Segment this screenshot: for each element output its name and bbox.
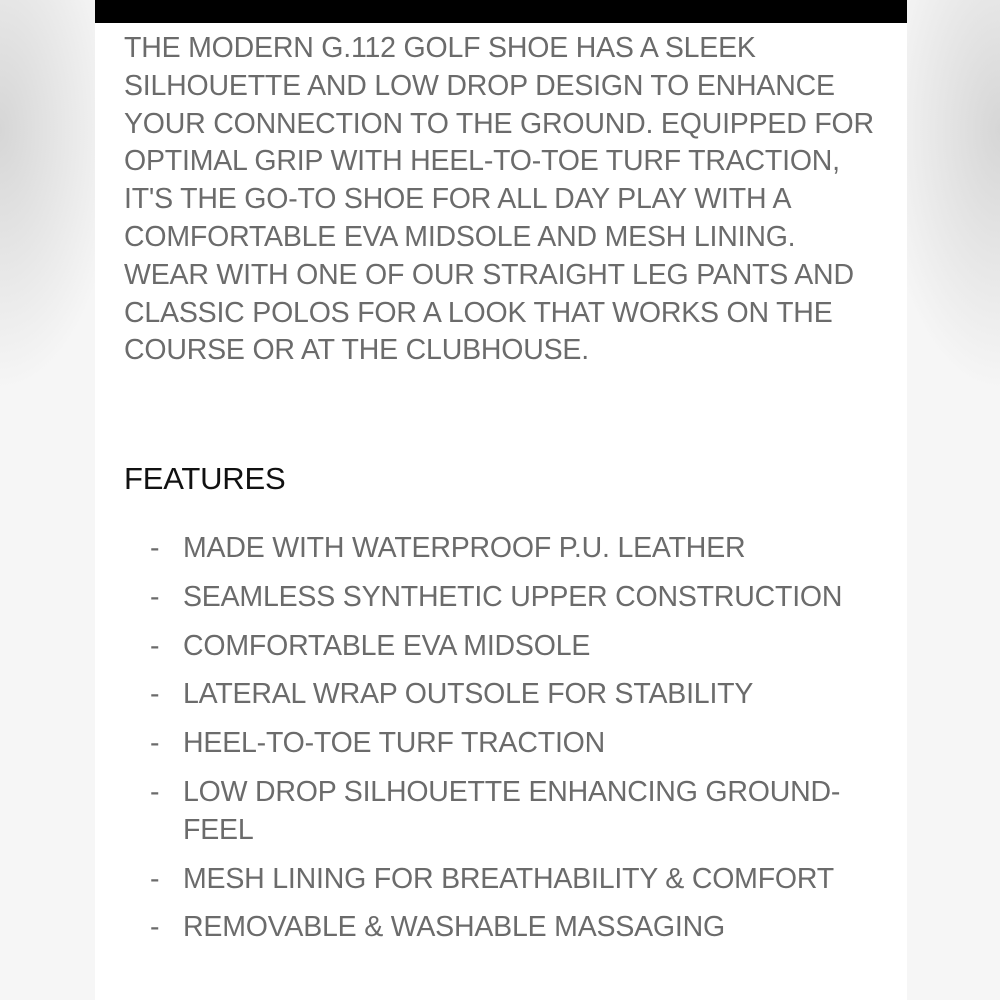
feature-text: MESH LINING FOR BREATHABILITY & COMFORT [183,862,834,895]
bullet-dash: - [150,911,160,944]
list-item [150,909,850,947]
list-item [150,628,850,666]
list-item [150,530,850,568]
bullet-dash: - [150,678,160,711]
bullet-dash: - [150,580,160,613]
bullet-dash: - [150,629,160,662]
list-item [150,579,850,617]
feature-text: MADE WITH WATERPROOF P.U. LEATHER [183,532,746,564]
bullet-dash: - [150,862,160,895]
feature-text: REMOVABLE & WASHABLE MASSAGING [183,911,725,944]
list-item [150,725,850,763]
list-item [150,861,850,899]
product-description: THE MODERN G.112 GOLF SHOE HAS A SLEEK SILHOUETTE AND LOW DROP DESIGN TO ENHANCE YOUR CONNECTION TO THE GROUND. EQUIPPED FOR OPTIMAL GRIP WITH HEEL-TO-TOE TURF TRACTION, IT'S THE GO-TO SHOE FOR ALL DAY PLAY WITH A COMFORTABLE EVA MIDSOLE AND MESH LINING. WEAR WITH ONE OF OUR STRAIGHT LEG PANTS AND CLASSIC POLOS FOR A LOOK THAT WORKS ON THE COURSE OR AT THE CLUBHOUSE. [124,32,874,367]
bullet-dash: - [150,775,160,808]
feature-text: HEEL-TO-TOE TURF TRACTION [183,727,606,760]
features-heading: FEATURES [124,461,286,496]
feature-text: COMFORTABLE EVA MIDSOLE [183,629,591,662]
feature-text: LOW DROP SILHOUETTE ENHANCING GROUND-FEEL [183,775,841,846]
features-list [150,530,850,958]
bullet-dash: - [150,532,160,564]
bullet-dash: - [150,727,160,760]
feature-text: SEAMLESS SYNTHETIC UPPER CONSTRUCTION [183,580,843,613]
top-bar [95,0,907,23]
feature-text: LATERAL WRAP OUTSOLE FOR STABILITY [183,678,754,711]
list-item [150,676,850,714]
list-item [150,774,850,850]
product-details-panel [95,0,907,1000]
